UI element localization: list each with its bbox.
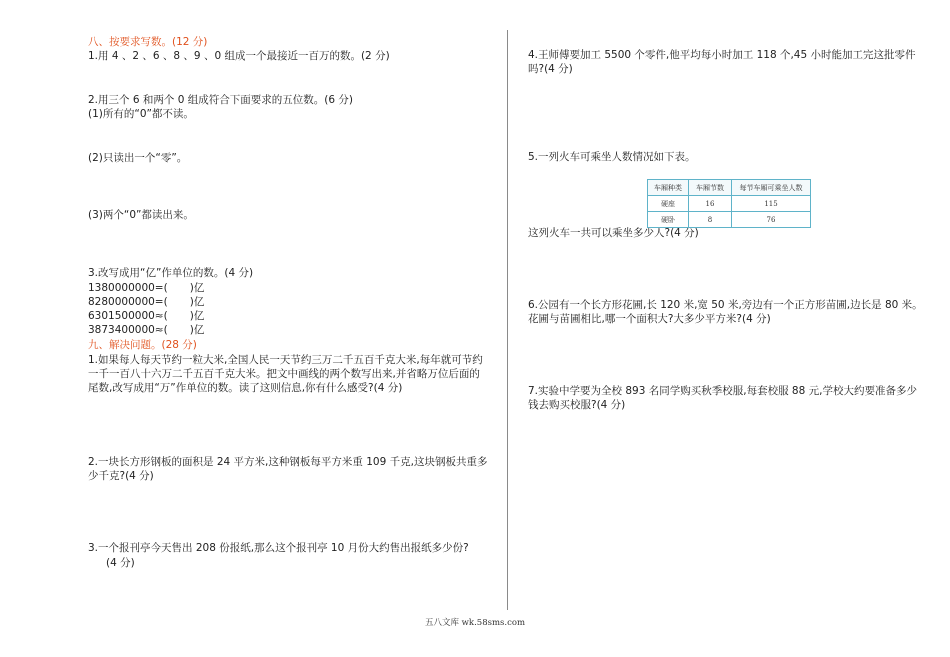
- q3-item: [88, 295, 204, 309]
- problem-3-score: (4 分): [106, 557, 135, 569]
- q3-text: 3.改写成用“亿”作单位的数。(4 分): [88, 267, 254, 279]
- problem-4: 4.王师傅要加工 5500 个零件,他平均每小时加工 118 个,45 小时能加工完这批零件吗?(4 分): [528, 49, 916, 75]
- table-header-cell: 车厢种类: [648, 180, 689, 196]
- q3-number: 8280000000=(: [88, 296, 168, 308]
- train-capacity-table: [647, 179, 811, 228]
- table-cell: 8: [689, 212, 732, 228]
- table-row: [648, 196, 811, 212]
- table-header-row: [648, 180, 811, 196]
- problem-1: 1.如果每人每天节约一粒大米,全国人民一天节约三万二千五百千克大米,每年就可节约一千一百八十六万二千五百千克大米。把文中画线的两个数写出来,并省略万位后面的尾数,改写成用“万”作单位的数。读了这则信息,你有什么感受?(4 分): [88, 354, 483, 394]
- q2b-text: (2)只读出一个“零”。: [88, 152, 188, 164]
- section-8-title: 八、按要求写数。(12 分): [88, 36, 208, 48]
- q3-item: [88, 309, 204, 323]
- q3-item: [88, 281, 204, 295]
- section-9-title: 九、解决问题。(28 分): [88, 339, 197, 351]
- problem-7: 7.实验中学要为全校 893 名同学购买秋季校服,每套校服 88 元,学校大约要准备多少钱去购买校服?(4 分): [528, 385, 917, 411]
- q3-number: 6301500000≈(: [88, 310, 168, 322]
- table-cell: 76: [732, 212, 811, 228]
- q2-text: 2.用三个 6 和两个 0 组成符合下面要求的五位数。(6 分): [88, 94, 353, 106]
- table-cell: 硬座: [648, 196, 689, 212]
- problem-3: 3.一个报刊亭今天售出 208 份报纸,那么这个报刊亭 10 月份大约售出报纸多少份?: [88, 542, 469, 554]
- table-header-cell: 车厢节数: [689, 180, 732, 196]
- column-divider: [507, 30, 508, 610]
- q2a-text: (1)所有的“0”都不读。: [88, 108, 194, 120]
- problem-2: 2.一块长方形钢板的面积是 24 平方米,这种钢板每平方米重 109 千克,这块钢板共重多少千克?(4 分): [88, 456, 488, 482]
- problem-5-question: 这列火车一共可以乘坐多少人?(4 分): [528, 227, 699, 239]
- q1-text: 1.用 4 、2 、6 、8 、9 、0 组成一个最接近一百万的数。(2 分): [88, 50, 390, 62]
- q3-unit: )亿: [189, 324, 205, 336]
- q3-unit: )亿: [189, 310, 205, 322]
- table-cell: 115: [732, 196, 811, 212]
- q3-item: [88, 323, 204, 337]
- table-cell: 16: [689, 196, 732, 212]
- table-row: [648, 212, 811, 228]
- problem-5: 5.一列火车可乘坐人数情况如下表。: [528, 151, 696, 163]
- problem-6: 6.公园有一个长方形花圃,长 120 米,宽 50 米,旁边有一个正方形苗圃,边长是 80 米。花圃与苗圃相比,哪一个面积大?大多少平方米?(4 分): [528, 299, 923, 325]
- q2c-text: (3)两个“0”都读出来。: [88, 209, 194, 221]
- q3-number: 3873400000≈(: [88, 324, 168, 336]
- q3-unit: )亿: [189, 282, 205, 294]
- q3-unit: )亿: [189, 296, 205, 308]
- table-header-cell: 每节车厢可乘坐人数: [732, 180, 811, 196]
- q3-number: 1380000000=(: [88, 282, 168, 294]
- table-cell: 硬卧: [648, 212, 689, 228]
- page-footer: 五八文库 wk.58sms.com: [424, 618, 526, 628]
